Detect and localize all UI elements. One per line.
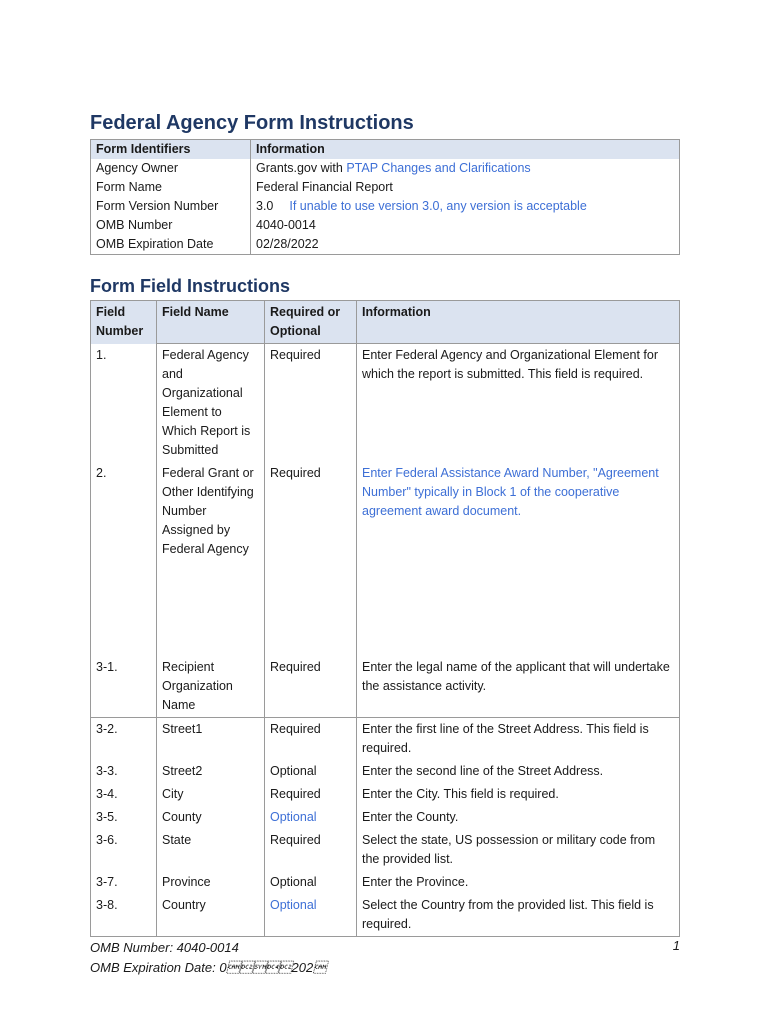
field-name: Street1 [157, 718, 265, 761]
field-name: Street2 [157, 760, 265, 783]
row-label: OMB Number [91, 216, 251, 235]
table-row [91, 178, 680, 197]
field-required: Optional [265, 760, 357, 783]
row-value: 02/28/2022 [251, 235, 680, 255]
footer-omb-number: OMB Number: 4040-0014 [90, 940, 239, 955]
field-name: Federal Grant or Other Identifying Number Assigned by Federal Agency [157, 462, 265, 656]
field-number: 3-3. [91, 760, 157, 783]
field-number: 3-8. [91, 894, 157, 937]
field-number: 3-6. [91, 829, 157, 871]
field-info: Enter the Province. [357, 871, 680, 894]
footer-omb-expiration: OMB Expiration Date: 0202 [90, 960, 327, 975]
field-required: Required [265, 344, 357, 463]
row-value [251, 197, 680, 216]
table-row [91, 216, 680, 235]
page-number: 1 [672, 938, 680, 953]
field-section-title: Form Field Instructions [90, 276, 291, 296]
field-number: 3-5. [91, 806, 157, 829]
table-row [91, 718, 680, 761]
form-title: Federal Agency Form Instructions [90, 112, 414, 134]
field-name: Federal Agency and Organizational Element to Which Report is Submitted [157, 344, 265, 463]
field-info: Enter the County. [357, 806, 680, 829]
field-required: Required [265, 829, 357, 871]
ptap-link[interactable]: PTAP Changes and Clarifications [346, 161, 531, 175]
field-required: Required [265, 783, 357, 806]
field-required: Optional [265, 871, 357, 894]
table-row [91, 894, 680, 937]
row-label: Form Version Number [91, 197, 251, 216]
table-row [91, 760, 680, 783]
table-row [91, 806, 680, 829]
field-number: 2. [91, 462, 157, 656]
field-required: Required [265, 656, 357, 718]
field-name: Province [157, 871, 265, 894]
field-number: 1. [91, 344, 157, 463]
field-required: Required [265, 462, 357, 656]
header-field-name: Field Name [157, 301, 265, 344]
table-header-row [91, 301, 680, 344]
row-label: OMB Expiration Date [91, 235, 251, 255]
header-information: Information [251, 140, 680, 160]
field-number: 3-7. [91, 871, 157, 894]
row-value: 4040-0014 [251, 216, 680, 235]
table-header-row [91, 140, 680, 160]
header-field-number: Field Number [91, 301, 157, 344]
form-identifiers-table [90, 139, 680, 255]
version-value: 3.0 [256, 199, 274, 213]
table-row [91, 197, 680, 216]
field-info: Select the Country from the provided list. This field is required. [357, 894, 680, 937]
field-name: Country [157, 894, 265, 937]
table-row [91, 235, 680, 255]
value-prefix: Grants.gov with [256, 161, 347, 175]
table-row [91, 871, 680, 894]
field-name: State [157, 829, 265, 871]
field-name: Recipient Organization Name [157, 656, 265, 718]
field-number: 3-1. [91, 656, 157, 718]
header-required: Required or Optional [265, 301, 357, 344]
field-name: City [157, 783, 265, 806]
page-footer [90, 938, 326, 978]
field-name: County [157, 806, 265, 829]
form-fields-table [90, 300, 680, 937]
field-info: Enter the first line of the Street Address. This field is required. [357, 718, 680, 761]
row-value: Federal Financial Report [251, 178, 680, 197]
header-information: Information [357, 301, 680, 344]
field-info: Enter Federal Assistance Award Number, "Agreement Number" typically in Block 1 of the cooperative agreement award document. [357, 462, 680, 656]
field-required: Optional [265, 894, 357, 937]
field-required: Required [265, 718, 357, 761]
field-number: 3-2. [91, 718, 157, 761]
table-row [91, 829, 680, 871]
field-number: 3-4. [91, 783, 157, 806]
row-label: Agency Owner [91, 159, 251, 178]
table-row [91, 344, 680, 463]
field-info: Enter the second line of the Street Address. [357, 760, 680, 783]
table-row [91, 783, 680, 806]
field-info: Enter Federal Agency and Organizational Element for which the report is submitted. This field is required. [357, 344, 680, 463]
header-form-identifiers: Form Identifiers [91, 140, 251, 160]
row-label: Form Name [91, 178, 251, 197]
row-value [251, 159, 680, 178]
table-row [91, 462, 680, 656]
table-row [91, 656, 680, 718]
field-info: Enter the legal name of the applicant that will undertake the assistance activity. [357, 656, 680, 718]
table-row [91, 159, 680, 178]
field-info: Select the state, US possession or military code from the provided list. [357, 829, 680, 871]
version-note: If unable to use version 3.0, any version is acceptable [289, 199, 587, 213]
field-required: Optional [265, 806, 357, 829]
field-info: Enter the City. This field is required. [357, 783, 680, 806]
